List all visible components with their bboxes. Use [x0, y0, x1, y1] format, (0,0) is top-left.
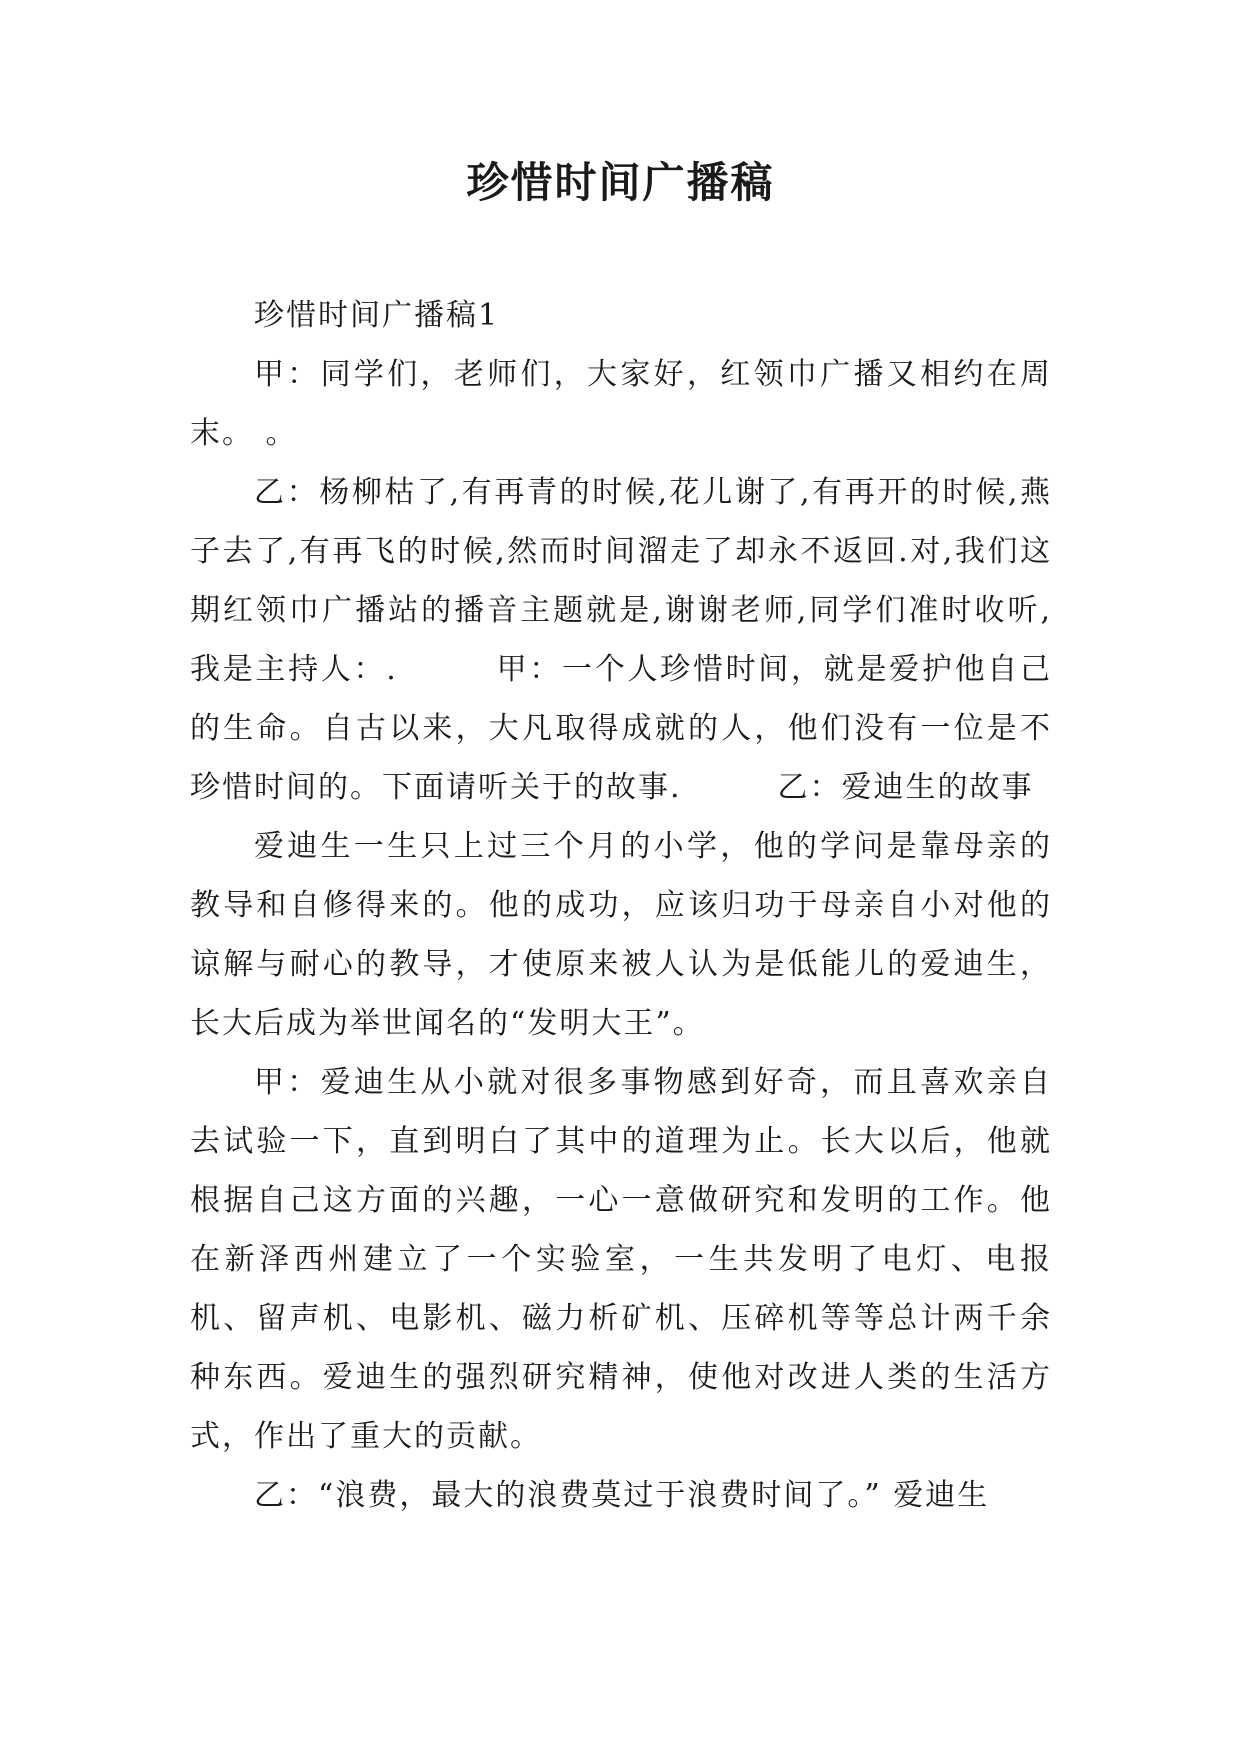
document-title: 珍惜时间广播稿 [466, 158, 775, 207]
paragraph: 爱迪生一生只上过三个月的小学，他的学问是靠母亲的教导和自修得来的。他的成功，应该归功于母亲自小对他的谅解与耐心的教导，才使原来被人认为是低能儿的爱迪生，长大后成为举世闻名的“发明大王”。 [190, 829, 1052, 1041]
paragraph: 乙：“浪费，最大的浪费莫过于浪费时间了。” 爱迪生 [254, 1478, 990, 1513]
section-heading: 珍惜时间广播稿1 [254, 298, 500, 333]
paragraph: 甲：同学们，老师们，大家好，红领巾广播又相约在周末。 。 [190, 357, 1052, 451]
document-body [190, 286, 1052, 1525]
paragraph: 甲：爱迪生从小就对很多事物感到好奇，而且喜欢亲自去试验一下，直到明白了其中的道理为止。长大以后，他就根据自己这方面的兴趣，一心一意做研究和发明的工作。他在新泽西州建立了一个实验室，一生共发明了电灯、电报机、留声机、电影机、磁力析矿机、压碎机等等总计两千余种东西。爱迪生的强烈研究精神，使他对改进人类的生活方式，作出了重大的贡献。 [190, 1065, 1052, 1454]
paragraph: 乙：杨柳枯了,有再青的时候,花儿谢了,有再开的时候,燕子去了,有再飞的时候,然而时间溜走了却永不返回.对,我们这期红领巾广播站的播音主题就是,谢谢老师,同学们准时收听,我是主持人：. 甲：一个人珍惜时间，就是爱护他自己的生命。自古以来，大凡取得成就的人，他们没有一位是不珍惜时间的。下面请听关于的故事. 乙：爱迪生的故事 [190, 475, 1052, 805]
